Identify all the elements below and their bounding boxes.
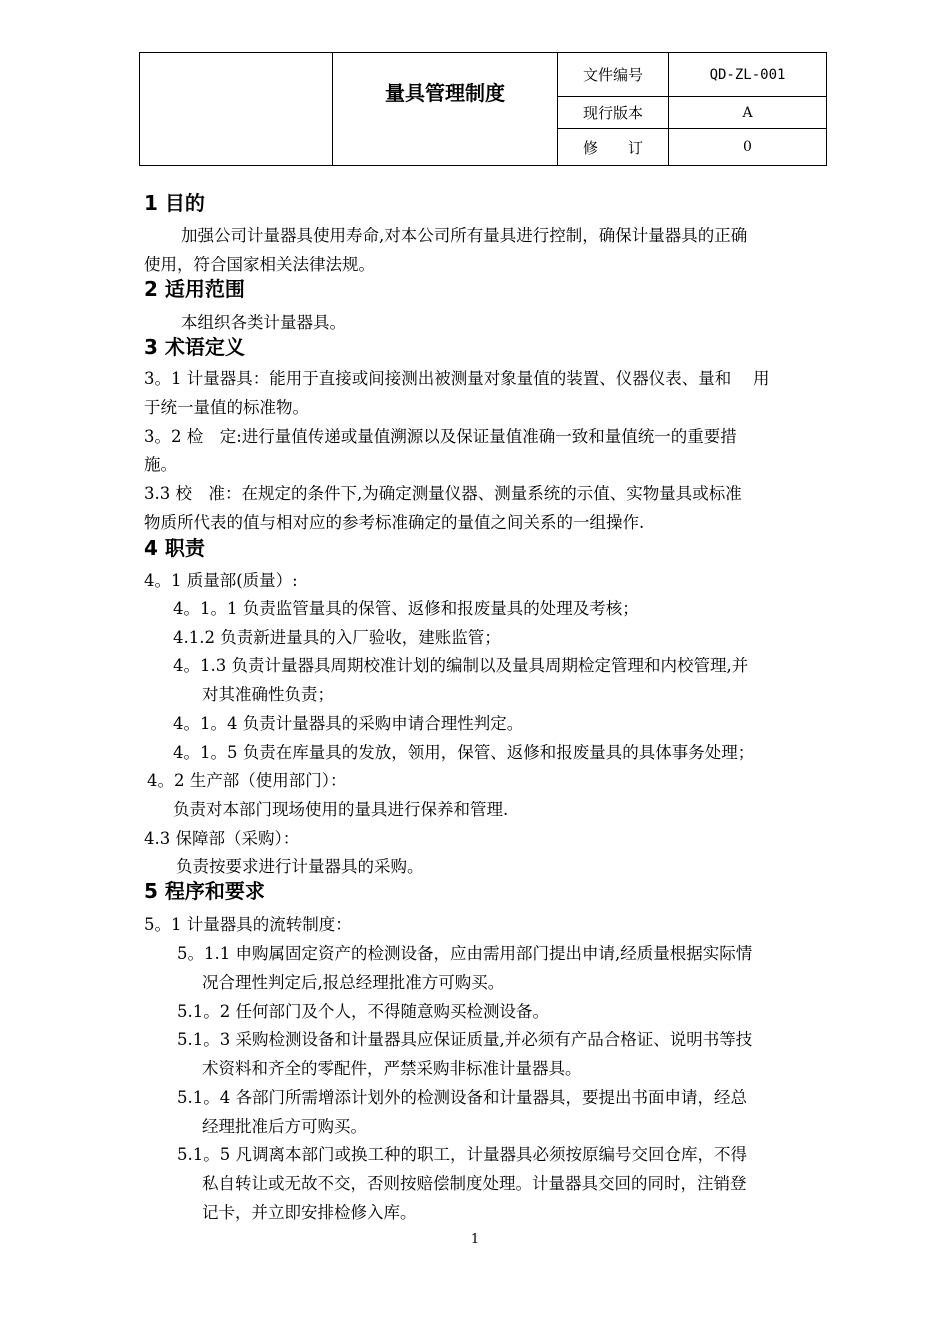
doc-number-value: QD-ZL-001: [709, 66, 786, 83]
paragraph: 5。1.1 申购属固定资产的检测设备，应由需用部门提出申请,经质量根据实际情: [177, 944, 753, 963]
paragraph: 负责按要求进行计量器具的采购。: [176, 857, 424, 876]
section-5-title: 5 程序和要求: [144, 879, 265, 903]
paragraph: 4。1。4 负责计量器具的采购申请合理性判定。: [173, 714, 524, 733]
paragraph: 使用，符合国家相关法律法规。: [144, 255, 375, 274]
version-value: A: [742, 104, 753, 121]
paragraph: 3.3 校 准：在规定的条件下,为确定测量仪器、测量系统的示值、实物量具或标准: [144, 484, 742, 503]
version-label: 现行版本: [582, 104, 643, 122]
paragraph: 私自转让或无故不交，否则按赔偿制度处理。计量器具交回的同时，注销登: [202, 1174, 747, 1193]
section-4-title: 4 职责: [144, 536, 205, 560]
paragraph: 5.1。4 各部门所需增添计划外的检测设备和计量器具，要提出书面申请，经总: [177, 1088, 747, 1107]
paragraph: 负责对本部门现场使用的量具进行保养和管理.: [173, 800, 509, 819]
paragraph: 3。1 计量器具：能用于直接或间接测出被测量对象量值的装置、仪器仪表、量和 用: [144, 369, 770, 388]
paragraph: 本组织各类计量器具。: [181, 313, 346, 332]
paragraph: 5.1。5 凡调离本部门或换工种的职工，计量器具必须按原编号交回仓库，不得: [177, 1145, 747, 1164]
paragraph: 4.1.2 负责新进量具的入厂验收，建账监管；: [173, 628, 501, 647]
page-number: 1: [470, 1232, 480, 1247]
paragraph: 术资料和齐全的零配件，严禁采购非标准计量器具。: [202, 1059, 582, 1078]
paragraph: 对其准确性负责；: [202, 685, 334, 704]
paragraph: 物质所代表的值与相对应的参考标准确定的量值之间关系的一组操作.: [144, 513, 645, 532]
paragraph: 4.3 保障部（采购）：: [144, 829, 300, 848]
paragraph: 于统一量值的标准物。: [144, 398, 309, 417]
revision-value: 0: [743, 139, 752, 155]
paragraph: 4。1 质量部(质量）:: [144, 571, 298, 590]
paragraph: 记卡，并立即安排检修入库。: [202, 1203, 417, 1222]
paragraph: 4。1。1 负责监管量具的保管、返修和报废量具的处理及考核；: [173, 599, 639, 618]
paragraph: 经理批准后方可购买。: [202, 1117, 367, 1136]
section-1-title: 1 目的: [144, 191, 205, 215]
paragraph: 5.1。3 采购检测设备和计量器具应保证质量,并必须有产品合格证、说明书等技: [177, 1030, 753, 1049]
document-title: 量具管理制度: [385, 80, 505, 105]
paragraph: 4。1.3 负责计量器具周期校准计划的编制以及量具周期检定管理和内校管理,并: [173, 656, 749, 675]
paragraph: 3。2 检 定:进行量值传递或量值溯源以及保证量值准确一致和量值统一的重要措: [144, 427, 737, 446]
paragraph: 4。1。5 负责在库量具的发放，领用，保管、返修和报废量具的具体事务处理；: [173, 743, 755, 762]
paragraph: 5.1。2 任何部门及个人，不得随意购买检测设备。: [177, 1002, 549, 1021]
doc-number-label: 文件编号: [582, 66, 643, 84]
section-3-title: 3 术语定义: [144, 335, 245, 359]
header-grid: [139, 52, 827, 166]
revision-label: 修 订: [582, 138, 643, 157]
paragraph: 况合理性判定后,报总经理批准方可购买。: [202, 973, 505, 992]
section-2-title: 2 适用范围: [144, 277, 245, 301]
paragraph: 4。2 生产部（使用部门）：: [147, 771, 347, 790]
paragraph: 施。: [144, 455, 177, 474]
paragraph: 加强公司计量器具使用寿命,对本公司所有量具进行控制，确保计量器具的正确: [181, 226, 748, 245]
paragraph: 5。1 计量器具的流转制度：: [144, 915, 352, 934]
